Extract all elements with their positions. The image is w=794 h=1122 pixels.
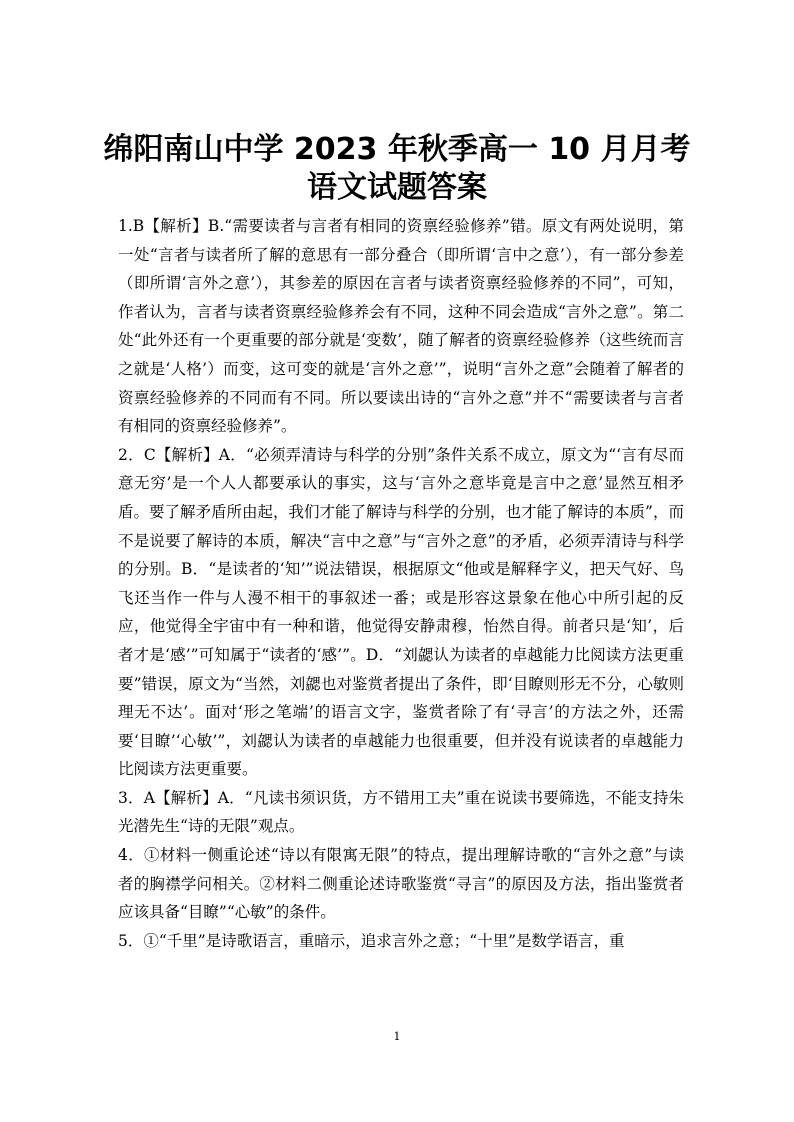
answer-paragraph-4: 4．①材料一侧重论述“诗以有限寓无限”的特点，提出理解诗歌的“言外之意”与读者的胸襟学问相关。②材料二侧重论述诗歌鉴赏“寻言”的原因及方法，指出鉴赏者应该具备“目瞭”“心敏”的条件。 xyxy=(118,846,684,922)
answer-body xyxy=(118,212,684,955)
document-title-line1: 绵阳南山中学 2023 年秋季高一 10 月月考 xyxy=(103,132,691,167)
answer-paragraph-1: 1.B【解析】B.“需要读者与言者有相同的资禀经验修养”错。原文有两处说明，第一处“言者与读者所了解的意思有一部分叠合（即所谓‘言中之意’），有一部分参差（即所谓‘言外之意’），其参差的原因在言者与读者资禀经验修养的不同”，可知，作者认为，言者与读者资禀经验修养会有不同，这种不同会造成“言外之意”。第二处“此外还有一个更重要的部分就是‘变数’，随了解者的资禀经验修养（这些统而言之就是‘人格’）而变，这可变的就是‘言外之意’”，说明“言外之意”会随着了解者的资禀经验修养的不同而有不同。所以要读出诗的“言外之意”并不“需要读者与言者有相同的资禀经验修养”。 xyxy=(118,217,684,436)
document-title-line2: 语文试题答案 xyxy=(307,170,487,205)
answer-paragraph-5: 5．①“千里”是诗歌语言，重暗示，追求言外之意；“十里”是数学语言，重 xyxy=(118,931,625,950)
page-number: 1 xyxy=(393,1030,401,1043)
answer-paragraph-2: 2．C【解析】A．“必须弄清诗与科学的分别”条件关系不成立，原文为“‘言有尽而意无穷’是一个人人都要承认的事实，这与‘言外之意毕竟是言中之意’显然互相矛盾。要了解矛盾所由起，我们才能了解诗与科学的分别，也才能了解诗的本质”，而不是说要了解诗的本质，解决“言中之意”与“言外之意”的矛盾，必须弄清诗与科学的分别。B．“是读者的‘知’”说法错误，根据原文“他或是解释字义，把天气好、鸟飞还当作一件与人漫不相干的事叙述一番；或是形容这景象在他心中所引起的反应，他觉得全宇宙中有一种和谐，他觉得安静肃穆，怡然自得。前者只是‘知’，后者才是‘感’”可知属于“读者的‘感’”。D．“刘勰认为读者的卓越能力比阅读方法更重要”错误，原文为“当然，刘勰也对鉴赏者提出了条件，即‘目瞭则形无不分，心敏则理无不达’。面对‘形之笔端’的语言文字，鉴赏者除了有‘寻言’的方法之外，还需要‘目瞭’‘心敏’”，刘勰认为读者的卓越能力也很重要，但并没有说读者的卓越能力比阅读方法更重要。 xyxy=(118,445,684,779)
answer-paragraph-3: 3．A【解析】A．“凡读书须识货，方不错用工夫”重在说读书要筛选，不能支持朱光潜先生“诗的无限”观点。 xyxy=(118,788,684,836)
